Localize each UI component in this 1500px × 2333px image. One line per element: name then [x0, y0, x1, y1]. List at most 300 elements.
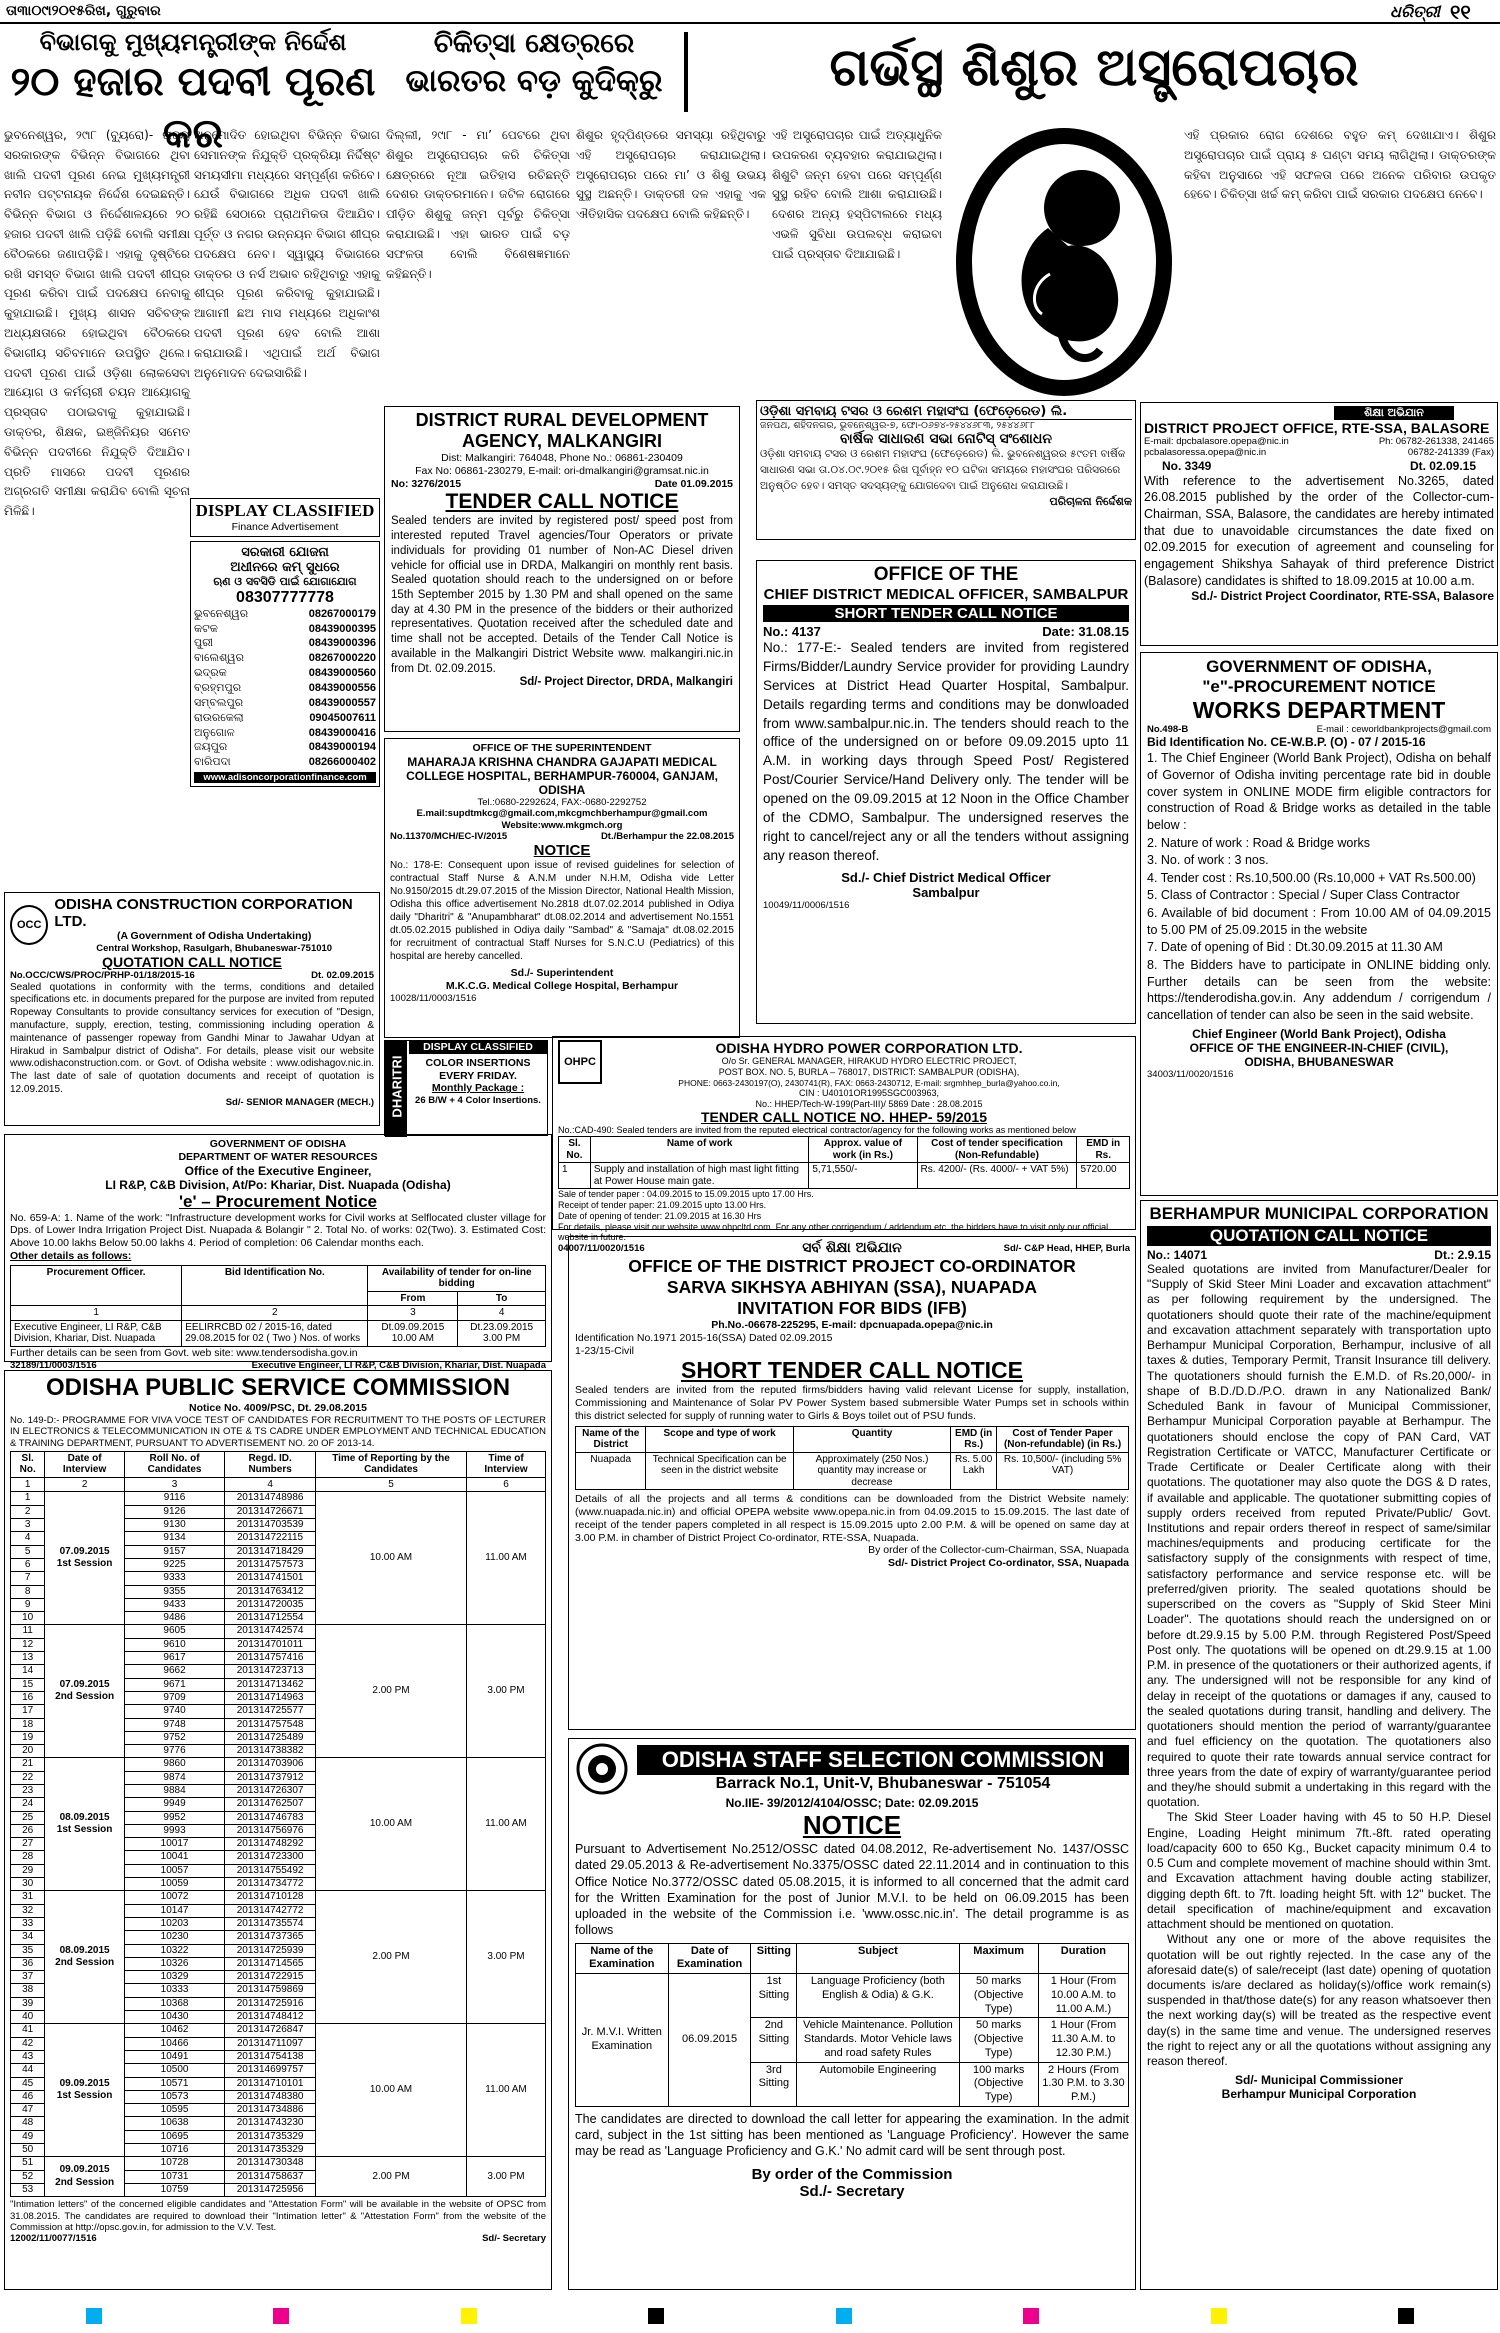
ossc-duration: 1 Hour (From 10.00 A.M. to 11.00 A.M.) — [1038, 1974, 1128, 2018]
opsc-sl: 39 — [11, 1997, 45, 2010]
ossc-table — [575, 1943, 1129, 2107]
bmc-sign-1: Sd/- Municipal Commissioner — [1234, 2073, 1404, 2088]
opsc-th-cell: Sl. No. — [11, 1451, 45, 1477]
ssa-nuapada-sign-1: By order of the Collector-cum-Chairman, SSA, Nuapada — [868, 1544, 1129, 1557]
headline-3-main: ଗର୍ଭସ୍ଥ ଶିଶୁର ଅସ୍ତ୍ରୋପଚାର — [829, 38, 1359, 98]
opsc-th-num: 6 — [467, 1477, 546, 1492]
ssa-balasore-logo: ଶିକ୍ଷା ଅଭିଯାନ — [1334, 406, 1454, 420]
wr-table — [10, 1265, 546, 1347]
opsc-regd: 201314720035 — [225, 1598, 316, 1611]
opsc-regd: 201314742574 — [225, 1625, 316, 1638]
wr-th-2: Bid Identification No. — [182, 1265, 368, 1306]
ssa-balasore-ph: Ph: 06782-261338, 241465 — [1378, 436, 1494, 447]
opsc-regd: 201314699757 — [225, 2064, 316, 2077]
opsc-session: 1st Session — [56, 1558, 113, 1570]
ohpc-th-cell: Sl. No. — [559, 1137, 591, 1163]
opsc-date — [45, 1625, 125, 1758]
wr-cell-to: Dt.23.09.2015 3.00 PM — [458, 1320, 546, 1346]
opsc-sl: 29 — [11, 1864, 45, 1877]
mkcg-line-5: E.mail:supdtmkcg@gmail.com,mkcgmchberhampur@gmail.com — [416, 808, 708, 820]
ossc-footer: The candidates are directed to download the call letter for appearing the examination. In the admit card, subject in the 1st sitting has been mentioned as 'Language Proficiency'. However the same may be read as 'Language Proficiency and G.K.' No admit card will be sent through post. — [575, 2111, 1129, 2159]
opsc-roll: 9860 — [124, 1758, 224, 1771]
opsc-sl: 8 — [11, 1585, 45, 1598]
news-col-6: ଏହି ପ୍ରକାର ରୋଗ ଦେଶରେ ବହୁତ କମ୍ ଦେଖାଯାଏ। ଶିଶୁର ଅସ୍ତ୍ରୋପଚାର ପାଇଁ ପ୍ରାୟ ୫ ଘଣ୍ଟା ସମୟ ଲାଗିଥିଲା। ଡାକ୍ତରଙ୍କ କହିବା ଅନୁସାରେ ଏହି ସଫଳତା ପରେ ଅନେକ ପରିବାର ଉପକୃତ ହେବେ। ଚିକିତ୍ସା ଖର୍ଚ୍ଚ କମ୍ କରିବା ପାଇଁ ସରକାର ପଦକ୍ଷେପ ନେବେ। — [1184, 128, 1496, 202]
bmc-sign-2: Berhampur Municipal Corporation — [1221, 2087, 1417, 2102]
ssa-th-cell: EMD (in Rs.) — [951, 1426, 997, 1452]
works-sign-1: Chief Engineer (World Bank Project), Odisha — [1192, 1027, 1446, 1042]
wr-line-2: DEPARTMENT OF WATER RESOURCES — [178, 1150, 378, 1163]
opsc-th-num: 2 — [45, 1477, 125, 1492]
bmc-body-2: The Skid Steer Loader having with 45 to 50 H.P. Diesel Engine, Loading Height minimum 7ft.-8ft. rated operating load/capacity 600 to 650 Kg., Bucket capacity minimum 0.4 to 0.5 Cum and complete movement of machine should within 3mt. and Excavation attachment having double acting stabilizer, digging depth 6ft. to 7ft. loading height 5ft. with 12" bucket. The detail specification of machine/equipment and excavation attachment should be mentioned on quotation. — [1147, 1810, 1491, 1932]
opsc-sl: 4 — [11, 1532, 45, 1545]
drda-title-1: DISTRICT RURAL DEVELOPMENT — [415, 410, 709, 430]
occ-body: Sealed quotations in conformity with the terms, conditions and detailed specifications etc. in documents prepared for the purpose are invited from reputed Ropeway Consultants to provide consultancy services for execution of "Design, manufacture, supply, erection, testing, commissioning including operation & maintenance of passenger ropeway from Gandhi Minar to Jawahar Udyan at Hirakud in Sambalpur district of Odisha". For details, please visit our website www.odishaconstruction.com. or Govt. of Odisha website : www.odishagov.nic.in. The last date of sale of quotation documents and receipt of quotation is 12.09.2015. — [10, 981, 374, 1095]
reg-swatch-magenta — [1023, 2308, 1039, 2324]
dc-city-phone: 08267000220 — [308, 652, 376, 665]
dc-city-phone: 09045007611 — [309, 711, 376, 724]
display-classified-finance — [190, 498, 380, 788]
opsc-sl: 33 — [11, 1917, 45, 1930]
opsc-regd: 201314725916 — [225, 1997, 316, 2010]
paper-name: ଧରିତ୍ରୀ — [1390, 2, 1440, 21]
ossc-subject: Vehicle Maintenance. Pollution Standards. Motor Vehicle laws and road safety Rules — [797, 2018, 959, 2062]
works-code: 34003/11/0020/1516 — [1147, 1069, 1234, 1081]
wr-th-to: To — [458, 1291, 546, 1306]
reg-swatch-cyan — [86, 2308, 102, 2324]
ssa-nuapada-ph: Ph.No.-06678-225295, E-mail: dpcnuapada.opepa@nic.in — [711, 1319, 993, 1331]
cdmo-body: No.: 177-E:- Sealed tenders are invited from registered Firms/Bidder/Laundry Service provider for providing Laundry Services at District Head Quarter Hospital, Sambalpur. Details regarding terms and conditions may be donwloaded from www.sambalpur.nic.in. The tenders should reach to the office of the undersigned on or before 09.09.2015 upto 11 A.M. in working days through Speed Post/ Registered Post/Courier Service/Hand Delivery only. The tender will be opened on the 09.09.2015 at 12 Noon in the Office Chamber of the CDMO, Sambalpur. The undersigned reserves the right to cancel/reject any or all the tenders without assigning any reason thereof. — [763, 640, 1129, 863]
opsc-sl: 49 — [11, 2130, 45, 2143]
tasar-heading: ବାର୍ଷିକ ସାଧାରଣ ସଭା ନୋଟିସ୍ ସଂଶୋଧନ — [839, 431, 1052, 448]
opsc-sl: 35 — [11, 1944, 45, 1957]
opsc-th-num: 3 — [124, 1477, 224, 1492]
works-title-1: GOVERNMENT OF ODISHA, — [1206, 657, 1432, 676]
ossc-sign-2: Sd./- Secretary — [799, 2182, 905, 2200]
opsc-roll: 10059 — [124, 1878, 224, 1891]
wr-th-num-3: 3 — [368, 1306, 458, 1321]
dc-city-name: ବାରିପଦା — [194, 755, 231, 769]
opsc-regd: 201314737912 — [225, 1771, 316, 1784]
opsc-roll: 10041 — [124, 1851, 224, 1864]
opsc-roll: 10595 — [124, 2104, 224, 2117]
opsc-regd: 201314713462 — [225, 1678, 316, 1691]
opsc-regd: 201314712554 — [225, 1612, 316, 1625]
dc-title: DISPLAY CLASSIFIED — [195, 501, 375, 520]
opsc-sl: 53 — [11, 2183, 45, 2196]
works-title-2: "e"-PROCUREMENT NOTICE — [1202, 677, 1436, 696]
opsc-roll: 9116 — [124, 1492, 224, 1505]
works-item: 7. Date of opening of Bid : Dt.30.09.2015 at 11.30 AM — [1147, 940, 1443, 955]
ssa-balasore-email: E-mail: dpcbalasore.opepa@nic.in — [1144, 436, 1289, 447]
ossc-max: 50 marks (Objective Type) — [959, 1974, 1038, 2018]
fetus-icon — [950, 124, 1178, 399]
works-email: E-mail : ceworldbankprojects@gmail.com — [1316, 724, 1491, 735]
opsc-sl: 40 — [11, 2011, 45, 2024]
opsc-regd: 201314725939 — [225, 1944, 316, 1957]
opsc-regd: 201314757548 — [225, 1718, 316, 1731]
drda-title-2: AGENCY, MALKANGIRI — [461, 431, 662, 451]
ssa-balasore-body: With reference to the advertisement No.3265, dated 26.08.2015 published by the order of the Collector-cum-Chairman, SSA, Balasore, the candidates are hereby intimated that due to unavoidable circumstances the date fixed on 02.09.2015 for execution of agreement and counseling for engagement Shikshya Sahayak of third preference District (Balasore) candidates is shifted to 18.09.2015 at 10.00 a.m. — [1144, 473, 1494, 588]
opsc-date — [45, 2157, 125, 2197]
opsc-sl: 44 — [11, 2064, 45, 2077]
ossc-emblem-icon — [575, 1742, 629, 1796]
opsc-date-value: 07.09.2015 — [59, 1546, 110, 1558]
ohpc-f4: For details, please visit our website www.ohpcltd.com. For any other corrigendum / addendum etc. the bidders have to visit only our official website in future. — [558, 1221, 1109, 1243]
ohpc-sub-3: PHONE: 0663-2430197(O), 2430741(R), FAX: 0663-2430712, E-mail: srgmhhep_burla@yahoo.co.in, — [678, 1077, 1060, 1088]
opsc-regd: 201314743230 — [225, 2117, 316, 2130]
mkcg-sign-1: Sd./- Superintendent — [510, 967, 614, 980]
fetus-illustration — [950, 124, 1178, 399]
opsc-roll: 10571 — [124, 2077, 224, 2090]
opsc-roll: 10147 — [124, 1904, 224, 1917]
cdmo-band: SHORT TENDER CALL NOTICE — [763, 605, 1129, 622]
opsc-regd: 201314737365 — [225, 1931, 316, 1944]
occ-no: No.OCC/CWS/PROC/PRHP-01/18/2015-16 — [10, 970, 195, 982]
opsc-sl: 42 — [11, 2037, 45, 2050]
opsc-regd: 201314755492 — [225, 1864, 316, 1877]
ohpc-td-cell: 5720.00 — [1077, 1163, 1130, 1189]
opsc-interview-time: 3.00 PM — [467, 1625, 546, 1758]
dc-city-phone: 08266000402 — [308, 756, 376, 769]
opsc-roll: 10230 — [124, 1931, 224, 1944]
wr-th-from: From — [368, 1291, 458, 1306]
reg-swatch-cyan — [836, 2308, 852, 2324]
occ-title: ODISHA CONSTRUCTION CORPORATION LTD. — [54, 896, 353, 930]
opsc-date-value: 08.09.2015 — [59, 1945, 110, 1957]
dc-city-phone: 08439000557 — [308, 696, 376, 709]
opsc-sl: 50 — [11, 2144, 45, 2157]
opsc-sl: 20 — [11, 1745, 45, 1758]
ohpc-td-cell: 1 — [559, 1163, 591, 1189]
opsc-sl: 41 — [11, 2024, 45, 2037]
opsc-sl: 10 — [11, 1612, 45, 1625]
ssa-td-cell: Rs. 5.00 Lakh — [951, 1452, 997, 1490]
wr-th-num-2: 2 — [182, 1306, 368, 1321]
mkcg-line-4: Tel.:0680-2292624, FAX:-0680-2292752 — [477, 796, 647, 808]
ssa-td-cell: Technical Specification can be seen in the district website — [646, 1452, 793, 1490]
headline-1-main: ୨୦ ହଜାର ପଦବୀ ପୂରଣ କର — [10, 59, 376, 157]
opsc-notice — [4, 1370, 552, 2290]
opsc-roll: 10057 — [124, 1864, 224, 1877]
wr-cell-from: Dt.09.09.2015 10.00 AM — [368, 1320, 458, 1346]
opsc-report-time: 10.00 AM — [316, 1758, 467, 1891]
mkcg-line-6: Website:www.mkgmch.org — [501, 819, 623, 831]
opsc-sl: 6 — [11, 1558, 45, 1571]
opsc-sl: 3 — [11, 1519, 45, 1532]
table-row — [11, 2157, 546, 2170]
tasar-sign: ପରିଚାଳନା ନିର୍ଦ୍ଦେଶକ — [1049, 494, 1132, 508]
ossc-body: Pursuant to Advertisement No.2512/OSSC dated 04.08.2012, Re-advertisement No. 1437/OSSC dated 29.05.2013 & Re-advertisement No.3375/OSSC dated 22.11.2014 and in continuation to this Office Notice No.3772/OSSC dated 05.08.2015, it is informed to all concerned that the admit card for the Written Examination for the post of Junior M.V.I. to be held on 06.09.2015 has been uploaded in the website of the Commission i.e. 'www.ossc.nic.in'. The detail programme is as follows — [575, 1842, 1129, 1938]
drda-body: Sealed tenders are invited by registered post/ speed post from interested reputed Travel agencies/Tour Operators or private individuals for providing 01 number of Non-AC Diesel driven vehicle for official use in DRDA, Malkangiri on monthly rent basis. Sealed quotation should reach to the undersigned on or before 15th September 2015 by 1.30 PM and shall opened on the same day at 4.30 PM in the presence of the bidders or their authorized representatives. Quotation received after the scheduled date and time shall not be accepted. Details of the Tender Call Notice is available in the Malkangiri District Website www. malkangiri.nic.in from Dt. 02.09.2015. — [391, 515, 733, 675]
wr-line-3: Office of the Executive Engineer, — [184, 1163, 372, 1178]
reg-swatch-black — [1398, 2308, 1414, 2324]
opsc-sl: 32 — [11, 1904, 45, 1917]
ohpc-heading: TENDER CALL NOTICE NO. HHEP- 59/2015 — [700, 1109, 988, 1126]
opsc-interview-time: 11.00 AM — [467, 2024, 546, 2157]
opsc-sl: 13 — [11, 1652, 45, 1665]
drda-no: No: 3276/2015 — [391, 477, 462, 490]
ssa-balasore-email-2: pcbalasoressa.opepa@nic.in — [1144, 447, 1267, 459]
opsc-regd: 201314718429 — [225, 1545, 316, 1558]
dharitri-line-1: COLOR INSERTIONS — [425, 1056, 531, 1069]
opsc-date-value: 07.09.2015 — [59, 1679, 110, 1691]
bmc-notice — [1140, 1200, 1498, 2290]
opsc-roll: 9952 — [124, 1811, 224, 1824]
opsc-roll: 10329 — [124, 1971, 224, 1984]
ssa-th-cell: Scope and type of work — [646, 1426, 793, 1452]
ohpc-code: 04007/11/0020/1516 — [558, 1243, 645, 1255]
opsc-regd: 201314735329 — [225, 2130, 316, 2143]
ssa-nuapada-tender — [568, 1236, 1136, 1730]
opsc-roll: 10017 — [124, 1838, 224, 1851]
opsc-regd: 201314757416 — [225, 1652, 316, 1665]
ssa-nuapada-line-2: SARVA SIKHSYA ABHIYAN (SSA), NUAPADA — [666, 1277, 1038, 1297]
dc-city-row — [194, 681, 376, 696]
wr-sign: Executive Engineer, LI R&P, C&B Division, Khariar, Dist. Nuapada — [251, 1359, 546, 1371]
wr-body: No. 659-A: 1. Name of the work: "Infrastructure development works for Civil works at Selflocated cluster village for Dps. of Lower Indra Irrigation Project Dist. Nuapada & Bolangir " 2. Total No. of works: 02(Two). 3. Estimated Cost: Above 10.00 lakhs Below 50.00 lakhs 4. Period of completion: 06 Calendar months each. — [10, 1211, 546, 1250]
opsc-sign: Sd/- Secretary — [482, 2233, 546, 2245]
ossc-th-cell: Name of the Examination — [576, 1943, 669, 1974]
ssa-balasore-title: DISTRICT PROJECT OFFICE, RTE-SSA, BALASORE — [1144, 420, 1490, 436]
opsc-sl: 52 — [11, 2170, 45, 2183]
dharitri-vertical-text: DHARITRI — [389, 1055, 405, 1118]
ohpc-sign: Sd/- C&P Head, HHEP, Burla — [1003, 1243, 1130, 1255]
opsc-roll: 10203 — [124, 1917, 224, 1930]
opsc-roll: 9884 — [124, 1785, 224, 1798]
ossc-th-cell: Duration — [1038, 1943, 1128, 1974]
mkcg-code: 10028/11/0003/1516 — [390, 992, 477, 1004]
ossc-th-cell: Date of Examination — [668, 1943, 751, 1974]
dc-city-name: ରାଉରକେଲା — [194, 710, 244, 724]
dc-city-row — [194, 651, 376, 666]
dc-heading-3: ଋଣ ଓ ସବସିଡି ପାଇଁ ଯୋଗାଯୋଗ — [213, 574, 357, 588]
dharitri-classified — [384, 1040, 548, 1136]
opsc-session: 2nd Session — [55, 1957, 115, 1969]
reg-swatch-black — [648, 2308, 664, 2324]
opsc-roll: 9752 — [124, 1731, 224, 1744]
dc-city-row — [194, 711, 376, 726]
dc-heading-2: ଅଧୀନରେ କମ୍ ସୁଧରେ — [230, 559, 340, 575]
ossc-exam: Jr. M.V.I. Written Examination — [576, 1974, 669, 2107]
reg-swatch-yellow — [461, 2308, 477, 2324]
opsc-date — [45, 1891, 125, 2024]
news-col-2: ଅନୁମୋଦିତ ହୋଇଥିବା ବିଭିନ୍ନ ବିଭାଗ ସେମାନଙ୍କ ନିଯୁକ୍ତି ପ୍ରକ୍ରିୟା ନିର୍ଦ୍ଦିଷ୍ଟ ସମୟସୀମା ମଧ୍ୟରେ ସମ୍ପୂର୍ଣ୍ଣ କରିବେ। ଯେଉଁ ବିଭାଗରେ ଅଧିକ ପଦବୀ ଖାଲି ରହିଛି ସେଠାରେ ପ୍ରାଥମିକତା ଦିଆଯିବ। ପୂର୍ତ୍ତ ଓ ନଗର ଉନ୍ନୟନ ବିଭାଗ ଶୀଘ୍ର ପଦକ୍ଷେପ ନେବ। ସ୍ୱାସ୍ଥ୍ୟ ବିଭାଗରେ ଡାକ୍ତର ଓ ନର୍ସ ଅଭାବ ରହିଥିବାରୁ ଏହାକୁ ଶୀଘ୍ର ପୂରଣ କରିବାକୁ କୁହାଯାଇଛି। ଆଗାମୀ ଛଅ ମାସ ମଧ୍ୟରେ ଅଧିକାଂଶ ପଦବୀ ପୂରଣ ହେବ ବୋଲି ଆଶା କରାଯାଉଛି। ଏଥିପାଇଁ ଅର୍ଥ ବିଭାଗ ଅନୁମୋଦନ ଦେଇସାରିଛି। — [194, 128, 380, 380]
opsc-session: 1st Session — [56, 1824, 113, 1836]
ossc-notice — [568, 1738, 1136, 2290]
opsc-regd: 201314730348 — [225, 2157, 316, 2170]
opsc-regd: 201314735574 — [225, 1917, 316, 1930]
opsc-regd: 201314734886 — [225, 2104, 316, 2117]
opsc-regd: 201314703539 — [225, 1519, 316, 1532]
ossc-sitting: 3rd Sitting — [751, 2062, 797, 2106]
opsc-title: ODISHA PUBLIC SERVICE COMMISSION — [45, 1374, 511, 1401]
opsc-regd: 201314714565 — [225, 1957, 316, 1970]
ohpc-td-cell: 5,71,550/- — [809, 1163, 917, 1189]
opsc-sl: 34 — [11, 1931, 45, 1944]
mkcg-notice — [384, 738, 740, 1038]
opsc-intro: No. 149-D:- PROGRAMME FOR VIVA VOCE TEST OF CANDIDATES FOR RECRUITMENT TO THE POSTS OF LECTURER IN ELECTRONICS & TELECOMMUNICATION IN OTE & TS CADRE UNDER EMPLOYMENT AND TECHNICAL EDUCATION & TRAINING DEPARTMENT, PURSUANT TO ADVERTISEMENT NO. 20 OF 2013-14. — [10, 1414, 546, 1449]
wr-cell-bid: EELIRRCBD 02 / 2015-16, dated 29.08.2015 for 02 ( Two ) Nos. of works — [182, 1320, 368, 1346]
opsc-regd: 201314725577 — [225, 1705, 316, 1718]
opsc-th-cell: Time of Reporting by the Candidates — [316, 1451, 467, 1477]
opsc-session: 2nd Session — [55, 1691, 115, 1703]
opsc-regd: 201314748986 — [225, 1492, 316, 1505]
opsc-roll: 10462 — [124, 2024, 224, 2037]
ohpc-th-cell: Approx. value of work (in Rs.) — [809, 1137, 917, 1163]
ssa-balasore-sign: Sd./- District Project Coordinator, RTE-SSA, Balasore — [1191, 589, 1494, 604]
ohpc-th-cell: Cost of tender specification (Non-Refundable) — [917, 1137, 1077, 1163]
ohpc-title: ODISHA HYDRO POWER CORPORATION LTD. — [715, 1040, 1023, 1056]
print-registration-bar — [0, 2304, 1500, 2328]
opsc-sl: 28 — [11, 1851, 45, 1864]
opsc-notice-no: Notice No. 4009/PSC, Dt. 29.08.2015 — [188, 1402, 367, 1414]
ohpc-intro: No.:CAD-490: Sealed tenders are invited from the reputed electrical contractor/agency for the following works as mentioned below — [558, 1125, 1076, 1136]
opsc-roll: 10728 — [124, 2157, 224, 2170]
works-title-3: WORKS DEPARTMENT — [1192, 697, 1446, 723]
wr-th-num-4: 4 — [458, 1306, 546, 1321]
wr-heading: 'e' – Procurement Notice — [179, 1191, 377, 1211]
ohpc-logo: OHPC — [558, 1040, 602, 1084]
opsc-date-value: 08.09.2015 — [59, 1812, 110, 1824]
opsc-roll: 10072 — [124, 1891, 224, 1904]
dc-city-name: ବାଲେଶ୍ୱର — [194, 651, 244, 665]
dc-website: www.adisoncorporationfinance.com — [194, 772, 376, 783]
opsc-table — [10, 1451, 546, 2197]
opsc-report-time: 10.00 AM — [316, 2024, 467, 2157]
opsc-roll: 9709 — [124, 1691, 224, 1704]
opsc-roll: 10466 — [124, 2037, 224, 2050]
opsc-regd: 201314742772 — [225, 1904, 316, 1917]
dc-city-name: ଭୁବନେଶ୍ୱର — [194, 606, 249, 620]
ossc-duration: 1 Hour (From 11.30 A.M. to 12.30 P.M.) — [1038, 2018, 1128, 2062]
mkcg-date: Dt./Berhampur the 22.08.2015 — [600, 830, 734, 842]
dc-city-row — [194, 622, 376, 637]
headline-3 — [684, 32, 1500, 112]
opsc-report-time: 2.00 PM — [316, 1891, 467, 2024]
opsc-roll: 10491 — [124, 2050, 224, 2063]
ossc-sign-1: By order of the Commission — [751, 2165, 953, 2183]
ssa-th-cell: Quantity — [793, 1426, 950, 1452]
works-bid-id: Bid Identification No. CE-W.B.P. (O) - 07 / 2015-16 — [1147, 735, 1426, 750]
ossc-sitting: 1st Sitting — [751, 1974, 797, 2018]
opsc-regd: 201314762507 — [225, 1798, 316, 1811]
dc-city-name: ସମ୍ବଲପୁର — [194, 695, 244, 709]
opsc-roll: 10368 — [124, 1997, 224, 2010]
ssa-td-cell: Approximately (250 Nos.) quantity may increase or decrease — [793, 1452, 950, 1490]
opsc-regd: 201314754138 — [225, 2050, 316, 2063]
works-item: 6. Available of bid document : From 10.00 AM of 04.09.2015 to 5.00 PM of 25.09.2015 in the website — [1147, 906, 1491, 937]
works-item: 3. No. of work : 3 nos. — [1147, 853, 1269, 868]
opsc-sl: 1 — [11, 1492, 45, 1505]
cdmo-date: Date: 31.08.15 — [1042, 624, 1129, 639]
opsc-regd: 201314703906 — [225, 1758, 316, 1771]
ssa-nuapada-table — [575, 1426, 1129, 1491]
dc-city-name: ଭଦ୍ରକ — [194, 666, 227, 680]
works-item: 8. The Bidders have to participate in ONLINE bidding only. Further details can be seen from the website: https://tenderodisha.gov.in. Any addendum / corrigendum / cancellation of tender can also be seen in the said website. — [1147, 957, 1491, 1022]
ssa-td-cell: Nuapada — [576, 1452, 646, 1490]
opsc-roll: 9617 — [124, 1652, 224, 1665]
dc-city-row — [194, 696, 376, 711]
headline-1-kicker: ବିଭାଗକୁ ମୁଖ୍ୟମନ୍ତ୍ରୀଙ୍କ ନିର୍ଦ୍ଦେଶ — [39, 28, 347, 56]
ossc-no: No.IIE- 39/2012/4104/OSSC; Date: 02.09.2015 — [725, 1796, 979, 1810]
opsc-session: 2nd Session — [55, 2176, 115, 2188]
dharitri-line-3: Monthly Package : — [431, 1082, 525, 1095]
works-item: 1. The Chief Engineer (World Bank Project), Odisha on behalf of Governor of Odisha inviting percentage rate bid in double cover system in ONLINE MODE firm eligible contractors for construction of Road & Bridge works as detailed in the table below : — [1147, 751, 1491, 832]
ohpc-td-cell: Rs. 4200/- (Rs. 4000/- + VAT 5%) — [917, 1163, 1077, 1189]
opsc-regd: 201314726847 — [225, 2024, 316, 2037]
ohpc-f3: Date of opening of tender: 21.09.2015 at 16.30 Hrs — [558, 1210, 762, 1221]
ssa-nuapada-footer: Details of all the projects and all terms & conditions can be downloaded from the District Website namely: (www.nuapada.nic.in) and official OPEPA website www.opepa.nic.in from 04.09.2015 to 15.09.2015. The last date of receipt of the tender papers completed in all respect is 15.09.2015 upto 2.00 P.M. & will be opened on same day at 3.00 P.M. in chamber of District Project Co-ordinator, RTE-SSA, Nuapada. — [575, 1493, 1129, 1544]
bmc-band: QUOTATION CALL NOTICE — [1147, 1226, 1491, 1246]
headline-2-kicker: ଚିକିତ୍ସା କ୍ଷେତ୍ରରେ — [433, 28, 635, 59]
opsc-regd: 201314711097 — [225, 2037, 316, 2050]
cdmo-sign-1: Sd./- Chief District Medical Officer — [841, 869, 1051, 885]
dc-city-row — [194, 666, 376, 681]
opsc-interview-time: 11.00 AM — [467, 1758, 546, 1891]
opsc-sl: 25 — [11, 1811, 45, 1824]
ohpc-sub-4: CIN : U40101OR1995SGC003963, — [798, 1087, 940, 1098]
works-sign-3: ODISHA, BHUBANESWAR — [1244, 1055, 1394, 1070]
opsc-sl: 16 — [11, 1691, 45, 1704]
ossc-max: 100 marks (Objective Type) — [959, 2062, 1038, 2106]
ossc-address: Barrack No.1, Unit-V, Bhubaneswar - 751054 — [715, 1775, 1051, 1792]
opsc-th-cell: Date of Interview — [45, 1451, 125, 1477]
opsc-sl: 45 — [11, 2077, 45, 2090]
opsc-sl: 7 — [11, 1572, 45, 1585]
opsc-roll: 9610 — [124, 1638, 224, 1651]
works-item: 2. Nature of work : Road & Bridge works — [1147, 835, 1371, 850]
mkcg-line-3: COLLEGE HOSPITAL, BERHAMPUR-760004, GANJAM, ODISHA — [406, 768, 718, 797]
mkcg-sign-2: M.K.C.G. Medical College Hospital, Berhampur — [445, 980, 679, 993]
mkcg-line-2: MAHARAJA KRISHNA CHANDRA GAJAPATI MEDICAL — [407, 754, 717, 769]
ohpc-sub-2: POST BOX. NO. 5, BURLA – 768017, DISTRICT: SAMBALPUR (ODISHA), — [718, 1066, 1020, 1077]
ohpc-td-cell: Supply and installation of high mast light fitting at Power House main gate. — [590, 1163, 808, 1189]
mkcg-no: No.11370/MCH/EC-IV/2015 — [390, 830, 508, 842]
bmc-title: BERHAMPUR MUNICIPAL CORPORATION — [1149, 1204, 1489, 1223]
dc-city-row — [194, 636, 376, 651]
opsc-regd: 201314701011 — [225, 1638, 316, 1651]
opsc-roll: 10716 — [124, 2144, 224, 2157]
table-row — [576, 1974, 1129, 2018]
opsc-roll: 9949 — [124, 1798, 224, 1811]
ssa-balasore-no: No. 3349 — [1162, 458, 1212, 473]
ssa-nuapada-heading: SHORT TENDER CALL NOTICE — [680, 1357, 1024, 1384]
opsc-sl: 47 — [11, 2104, 45, 2117]
dc-main-phone: 08307777778 — [236, 588, 334, 606]
dc-city-name: ପୁରୀ — [194, 636, 213, 650]
reg-swatch-yellow — [1211, 2308, 1227, 2324]
opsc-regd: 201314748380 — [225, 2090, 316, 2103]
opsc-sl: 38 — [11, 1984, 45, 1997]
dc-heading-1: ସରକାରୀ ଯୋଜନା — [241, 544, 329, 560]
opsc-roll: 10500 — [124, 2064, 224, 2077]
opsc-roll: 9355 — [124, 1585, 224, 1598]
wr-line-4: LI R&P, C&B Division, At/Po: Khariar, Dist. Nuapada (Odisha) — [105, 1177, 451, 1192]
opsc-sl: 21 — [11, 1758, 45, 1771]
opsc-sl: 2 — [11, 1505, 45, 1518]
bmc-date: Dt.: 2.9.15 — [1434, 1248, 1491, 1262]
wr-th-num-1: 1 — [11, 1306, 182, 1321]
opsc-sl: 51 — [11, 2157, 45, 2170]
opsc-sl: 46 — [11, 2090, 45, 2103]
opsc-regd: 201314758637 — [225, 2170, 316, 2183]
masthead — [0, 0, 1500, 24]
issue-date: ତା୩ା୦୯ା୨୦୧୫ରିଖ, ଗୁରୁବାର — [6, 3, 161, 19]
dc-city-phone: 08439000556 — [308, 682, 376, 695]
opsc-roll: 10759 — [124, 2183, 224, 2196]
opsc-regd: 201314748292 — [225, 1838, 316, 1851]
occ-notice — [4, 892, 380, 1126]
